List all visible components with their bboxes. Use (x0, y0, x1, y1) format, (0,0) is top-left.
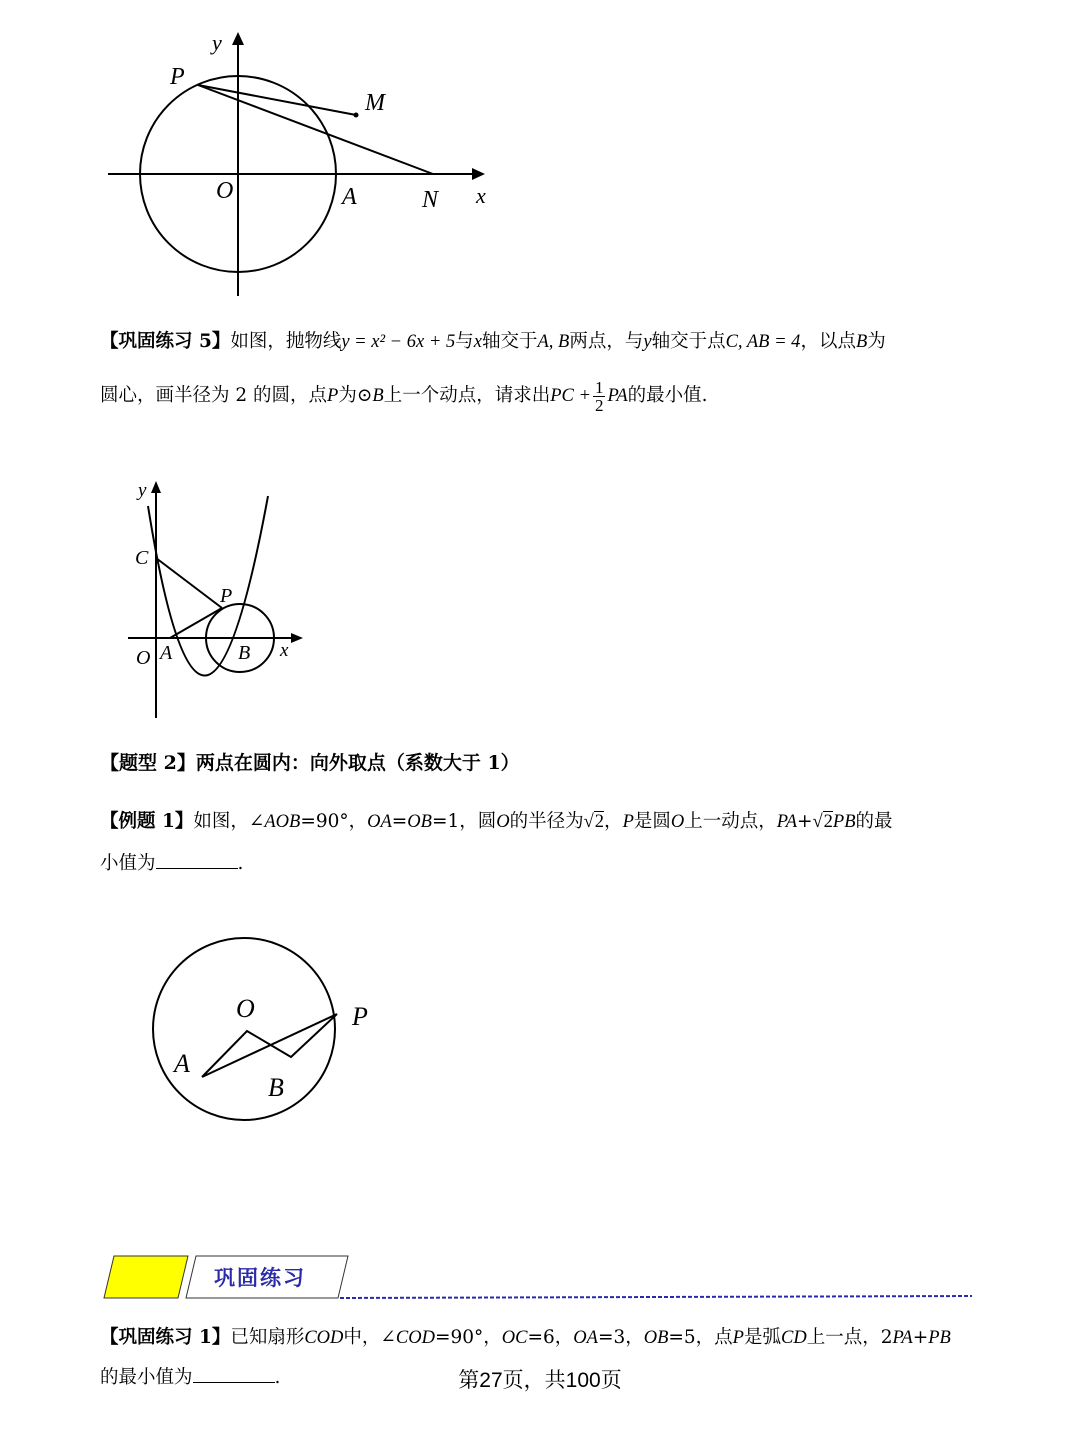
text: 的最小值为 (100, 1367, 193, 1388)
type2-heading: 【题型 2】两点在圆内：向外取点（系数大于 1） (100, 752, 520, 774)
math: COD (304, 1328, 344, 1348)
figure-circle-pmn (100, 30, 500, 305)
page-footer: 第27页，共100页 (458, 1369, 622, 1392)
text: + (797, 811, 813, 832)
banner-yellow-block (104, 1256, 188, 1298)
math: OC (501, 1328, 528, 1348)
example1-line1 (100, 798, 985, 846)
text: 两点，与 (569, 331, 644, 352)
label-c: C (135, 547, 149, 569)
text: 为⊙ (338, 385, 373, 406)
exercise5-paragraph (100, 318, 985, 420)
sqrt-radicand: 2 (594, 812, 605, 832)
example1-line2 (100, 840, 985, 888)
label-p: P (352, 1002, 368, 1031)
exercise1-tag: 【巩固练习 1】 (100, 1327, 231, 1348)
label-b: B (238, 642, 251, 664)
text: 是圆 (633, 811, 671, 832)
segment-ap (170, 608, 222, 638)
exercise5-tag: 【巩固练习 5】 (100, 331, 231, 352)
segment-pm (198, 85, 356, 115)
parabola-equation: y = x² − 6x + 5 (341, 332, 456, 352)
math: B (372, 386, 384, 406)
text: =1，圆 (431, 811, 497, 832)
exercise5-line1 (100, 318, 985, 366)
figure-circle-oabp (140, 935, 390, 1135)
label-y: y (212, 30, 222, 55)
path-a-o-b-p-a (202, 1014, 337, 1077)
math: O (496, 812, 510, 832)
answer-blank[interactable] (156, 852, 238, 869)
sqrt-symbol: √ (583, 812, 594, 832)
figure-parabola (120, 478, 320, 723)
text: . (274, 1367, 281, 1388)
text: 的半径为 (509, 811, 584, 832)
text: 圆心，画半径为 2 的圆，点 (100, 385, 328, 406)
math: P (327, 386, 339, 406)
exercise5-line2 (100, 372, 985, 420)
sqrt-radicand: 2 (823, 812, 833, 832)
label-o: O (236, 994, 255, 1023)
text: 为 (867, 331, 886, 352)
label-n: N (422, 187, 439, 213)
text: =3， (597, 1327, 644, 1348)
math: PC + (550, 386, 591, 406)
math: x (473, 332, 482, 352)
text: 已知扇形 (230, 1327, 305, 1348)
text: 如图，∠ (193, 811, 265, 832)
y-axis-arrow-icon (151, 481, 161, 493)
text: =5，点 (668, 1327, 733, 1348)
text: 是弧 (743, 1327, 781, 1348)
math: CD (781, 1328, 807, 1348)
label-a: A (160, 642, 173, 664)
text: . (237, 853, 244, 874)
fraction-denominator: 2 (594, 395, 604, 415)
math: PB (928, 1328, 951, 1348)
math: PA (776, 812, 797, 832)
math: C, AB = 4 (725, 332, 801, 352)
sqrt-two-2 (813, 811, 833, 832)
circle-o (153, 938, 335, 1120)
math: y (643, 332, 652, 352)
text: 上一动点， (684, 811, 777, 832)
banner-dashed-line (340, 1296, 972, 1298)
math: P (622, 812, 634, 832)
text: =6， (527, 1327, 574, 1348)
math: PA (892, 1328, 913, 1348)
fraction-one-half (593, 379, 606, 414)
math: P (732, 1328, 744, 1348)
math: A, B (537, 332, 570, 352)
text: =90°， (434, 1327, 502, 1348)
math: AOB (264, 812, 301, 832)
text: 的最 (855, 811, 893, 832)
text: 轴交于 (481, 331, 538, 352)
label-p: P (220, 585, 233, 607)
segment-pn (198, 85, 433, 174)
math: OB (407, 812, 432, 832)
section-banner (100, 1252, 980, 1304)
math: OA (367, 812, 392, 832)
text: = (391, 811, 408, 832)
math: B (855, 332, 868, 352)
math: PB (832, 812, 856, 832)
label-p: P (170, 64, 185, 90)
y-axis-arrow-icon (232, 32, 244, 45)
math: OA (573, 1328, 598, 1348)
banner-title: 巩固练习 (214, 1266, 306, 1290)
label-x: x (280, 640, 289, 661)
text: 如图，抛物线 (230, 331, 342, 352)
label-o: O (216, 178, 234, 204)
text: 轴交于点 (651, 331, 726, 352)
point-m (354, 113, 359, 118)
label-y: y (138, 480, 147, 501)
label-a: A (342, 184, 357, 210)
example1-tag: 【例题 1】 (100, 811, 194, 832)
x-axis-arrow-icon (472, 168, 485, 180)
math: OB (643, 1328, 669, 1348)
math: O (670, 812, 685, 832)
text: ， (604, 811, 623, 832)
sqrt-symbol: √ (812, 812, 823, 832)
text: 的最小值. (627, 385, 708, 406)
x-axis-arrow-icon (291, 633, 303, 643)
label-b: B (268, 1073, 284, 1102)
text: ，以点 (800, 331, 856, 352)
text: 上一个动点，请求出 (383, 385, 551, 406)
label-a: A (174, 1049, 190, 1078)
example1-paragraph (100, 798, 985, 888)
text: 中，∠ (343, 1327, 396, 1348)
text: 上一点，2 (806, 1327, 893, 1348)
text: + (912, 1327, 929, 1348)
fraction-numerator: 1 (594, 377, 604, 397)
math: PA (607, 386, 628, 406)
text: =90°， (300, 811, 368, 832)
label-o: O (136, 647, 151, 669)
text: 小值为 (100, 853, 156, 874)
label-m: M (365, 90, 385, 116)
sqrt-two (584, 811, 604, 832)
label-x: x (476, 183, 486, 208)
math: COD (395, 1328, 435, 1348)
text: 与 (455, 331, 474, 352)
